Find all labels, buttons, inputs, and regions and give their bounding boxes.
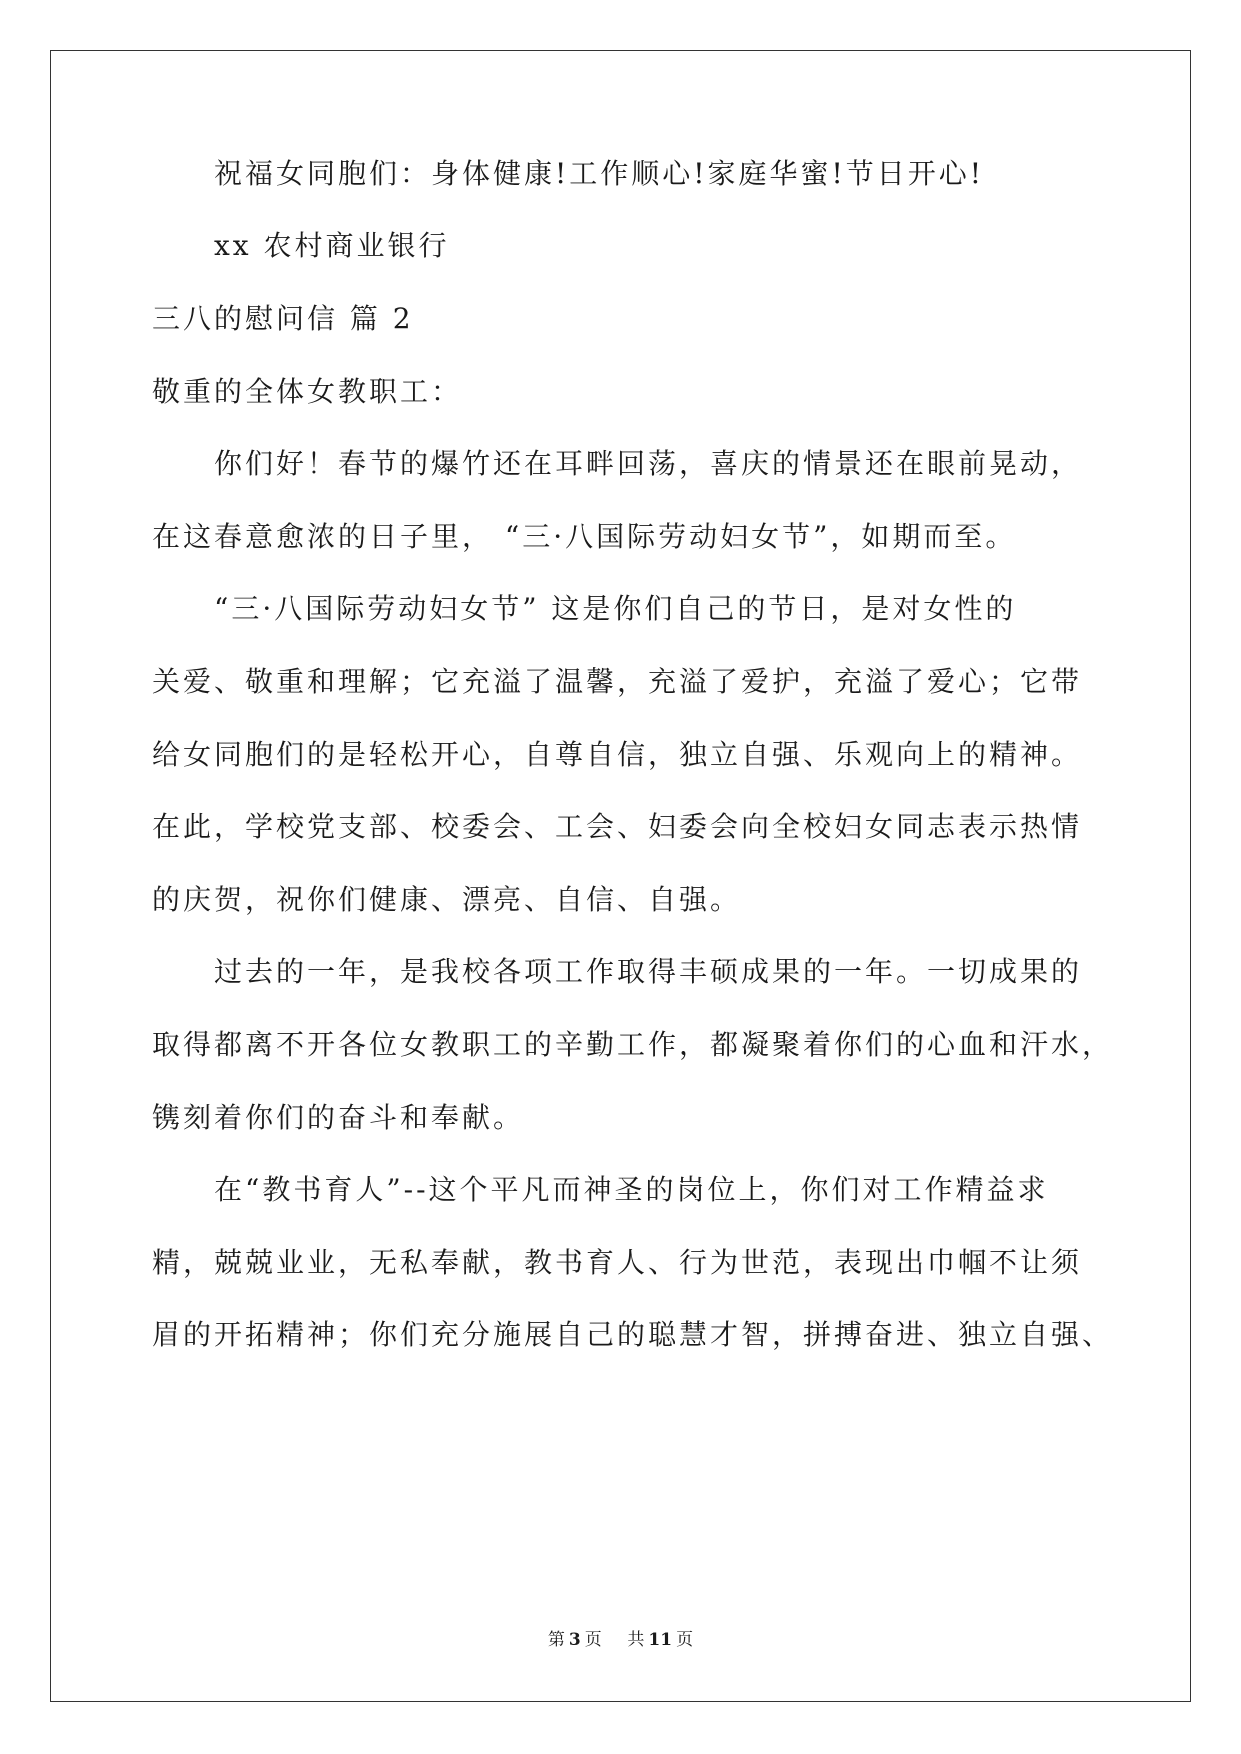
text-line: 镌刻着你们的奋斗和奉献。 <box>152 1101 525 1134</box>
text-line: “三·八国际劳动妇女节” 这是你们自己的节日，是对女性的 <box>214 592 1017 625</box>
footer-total-suffix: 页 <box>676 1630 694 1650</box>
text-line: 关爱、敬重和理解；它充溢了温馨，充溢了爱护，充溢了爱心；它带 <box>152 665 1083 698</box>
footer-prefix: 第 <box>547 1630 565 1650</box>
footer-page-suffix: 页 <box>584 1630 602 1650</box>
text-line: 精，兢兢业业，无私奉献，教书育人、行为世范，表现出巾帼不让须 <box>152 1246 1083 1279</box>
text-line: 祝福女同胞们：身体健康!工作顺心!家庭华蜜!节日开心! <box>214 157 985 190</box>
text-line: 在这春意愈浓的日子里， “三·八国际劳动妇女节”，如期而至。 <box>152 520 1017 553</box>
text-line: 在此，学校党支部、校委会、工会、妇委会向全校妇女同志表示热情 <box>152 810 1083 843</box>
page-footer <box>0 1628 1241 1652</box>
total-pages: 11 <box>648 1630 673 1650</box>
text-line: 过去的一年，是我校各项工作取得丰硕成果的一年。一切成果的 <box>214 955 1083 988</box>
text-line: xx 农村商业银行 <box>214 229 450 262</box>
page-border <box>50 50 1191 1702</box>
page-number: 3 <box>568 1630 581 1650</box>
section-heading: 三八的慰问信 篇 2 <box>152 302 414 335</box>
text-line: 在“教书育人”--这个平凡而神圣的岗位上，你们对工作精益求 <box>214 1173 1049 1206</box>
footer-total-prefix: 共 <box>627 1630 645 1650</box>
text-line: 给女同胞们的是轻松开心，自尊自信，独立自强、乐观向上的精神。 <box>152 738 1083 771</box>
text-line: 的庆贺，祝你们健康、漂亮、自信、自强。 <box>152 883 742 916</box>
text-line: 你们好！春节的爆竹还在耳畔回荡，喜庆的情景还在眼前晃动， <box>214 447 1083 480</box>
text-line: 眉的开拓精神；你们充分施展自己的聪慧才智，拼搏奋进、独立自强、 <box>152 1318 1114 1351</box>
text-line: 取得都离不开各位女教职工的辛勤工作，都凝聚着你们的心血和汗水， <box>152 1028 1114 1061</box>
salutation: 敬重的全体女教职工： <box>152 375 463 408</box>
